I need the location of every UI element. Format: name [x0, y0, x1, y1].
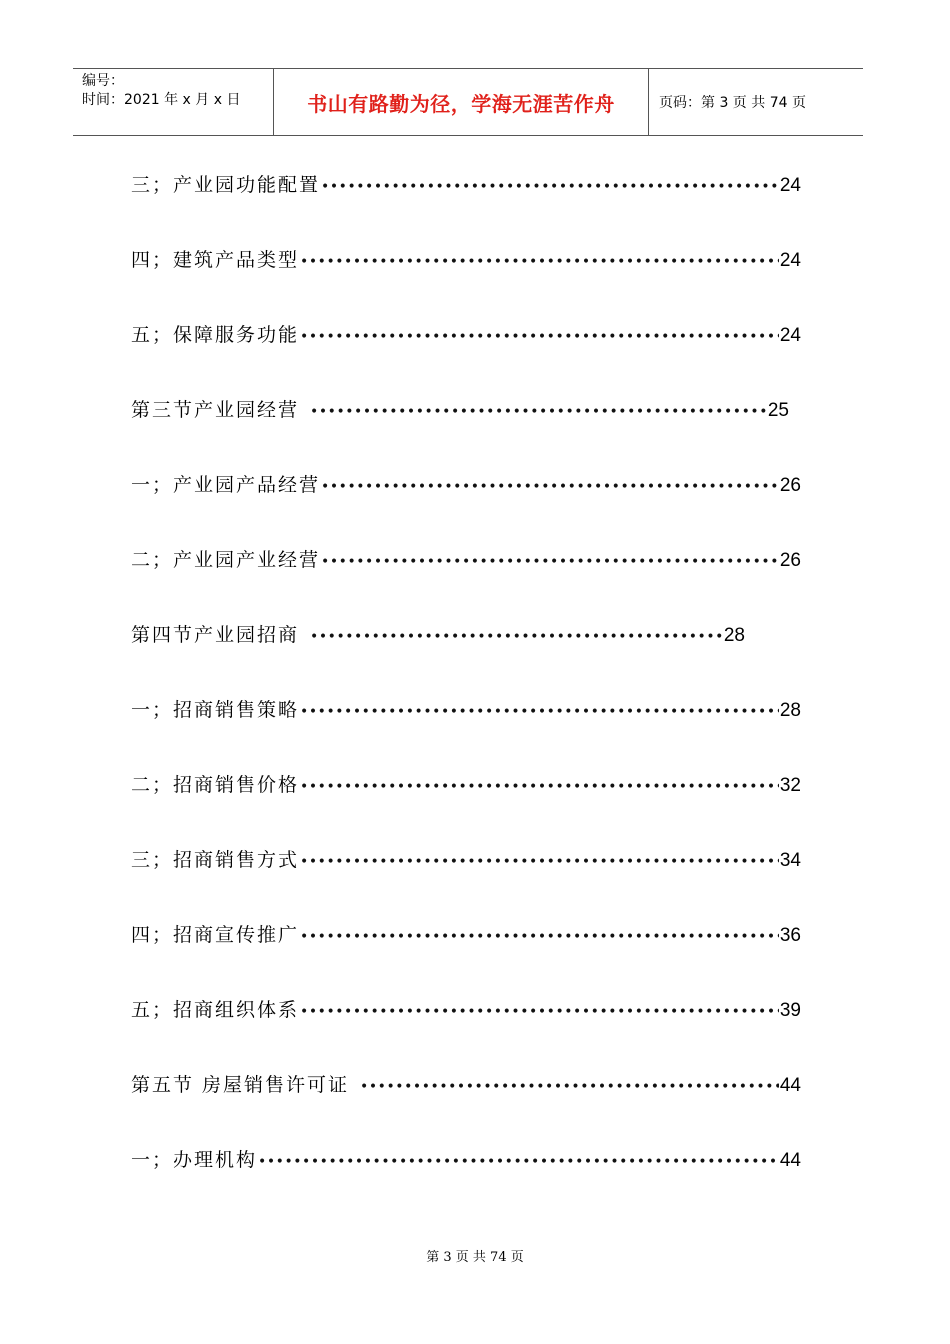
toc-entry[interactable]	[131, 1070, 801, 1100]
time-label: 时间：2021 年 x 月 x 日	[82, 92, 241, 108]
header-page-info: 页码：第 3 页 共 74 页	[659, 95, 806, 111]
toc-entry-page: 44	[779, 1075, 801, 1096]
toc-entry-label: 二；产业园产业经营	[131, 549, 321, 571]
toc-entry-label: 一；办理机构	[131, 1149, 258, 1171]
toc-entry[interactable]	[131, 620, 745, 650]
toc-leader-dots	[300, 329, 779, 345]
toc-entry[interactable]	[131, 395, 789, 425]
toc-entry-label: 三；产业园功能配置	[131, 174, 321, 196]
toc-entry-page: 25	[767, 400, 789, 421]
toc-entry-page: 26	[779, 550, 801, 571]
toc-entry-page: 39	[779, 1000, 801, 1021]
toc-leader-dots	[300, 254, 779, 270]
toc-entry-page: 26	[779, 475, 801, 496]
toc-entry[interactable]	[131, 995, 801, 1025]
toc-leader-dots	[310, 629, 723, 645]
toc-entry-label: 五；保障服务功能	[131, 324, 300, 346]
toc-entry-page: 32	[779, 775, 801, 796]
toc-entry-label: 四；招商宣传推广	[131, 924, 300, 946]
toc-entry-label: 三；招商销售方式	[131, 849, 300, 871]
toc-leader-dots	[321, 479, 779, 495]
toc-entry[interactable]	[131, 245, 801, 275]
toc-entry-label: 二；招商销售价格	[131, 774, 300, 796]
toc-entry-label: 一；招商销售策略	[131, 699, 300, 721]
toc-entry[interactable]	[131, 170, 801, 200]
toc-leader-dots	[300, 1004, 779, 1020]
header-motto: 书山有路勤为径，学海无涯苦作舟	[274, 69, 649, 135]
toc-entry[interactable]	[131, 695, 801, 725]
toc-entry-label: 四；建筑产品类型	[131, 249, 300, 271]
toc-leader-dots	[258, 1154, 779, 1170]
toc-entry[interactable]	[131, 770, 801, 800]
toc-entry-page: 36	[779, 925, 801, 946]
toc-entry-page: 44	[779, 1150, 801, 1171]
toc-entry-label: 第四节产业园招商	[131, 624, 300, 646]
toc-entry-label: 第三节产业园经营	[131, 399, 300, 421]
toc-entry-page: 28	[723, 625, 745, 646]
toc-entry[interactable]	[131, 320, 801, 350]
toc-leader-dots	[300, 854, 779, 870]
toc-leader-dots	[300, 704, 779, 720]
number-label: 编号：	[82, 73, 124, 89]
toc-entry-page: 24	[779, 250, 801, 271]
toc-entry[interactable]	[131, 545, 801, 575]
toc-entry-label: 一；产业园产品经营	[131, 474, 321, 496]
page-footer: 第 3 页 共 74 页	[426, 1250, 524, 1265]
toc-leader-dots	[321, 179, 779, 195]
toc-entry[interactable]	[131, 920, 801, 950]
toc-leader-dots	[360, 1079, 779, 1095]
toc-leader-dots	[321, 554, 779, 570]
toc-entry-label: 五；招商组织体系	[131, 999, 300, 1021]
toc-leader-dots	[300, 779, 779, 795]
toc-entry-page: 34	[779, 850, 801, 871]
toc-leader-dots	[310, 404, 767, 420]
toc-entry[interactable]	[131, 470, 801, 500]
toc-entry[interactable]	[131, 1145, 801, 1175]
toc-entry-page: 24	[779, 325, 801, 346]
toc-entry-page: 28	[779, 700, 801, 721]
toc-leader-dots	[300, 929, 779, 945]
toc-entry[interactable]	[131, 845, 801, 875]
toc-entry-label: 第五节 房屋销售许可证	[131, 1074, 350, 1096]
toc-entry-page: 24	[779, 175, 801, 196]
